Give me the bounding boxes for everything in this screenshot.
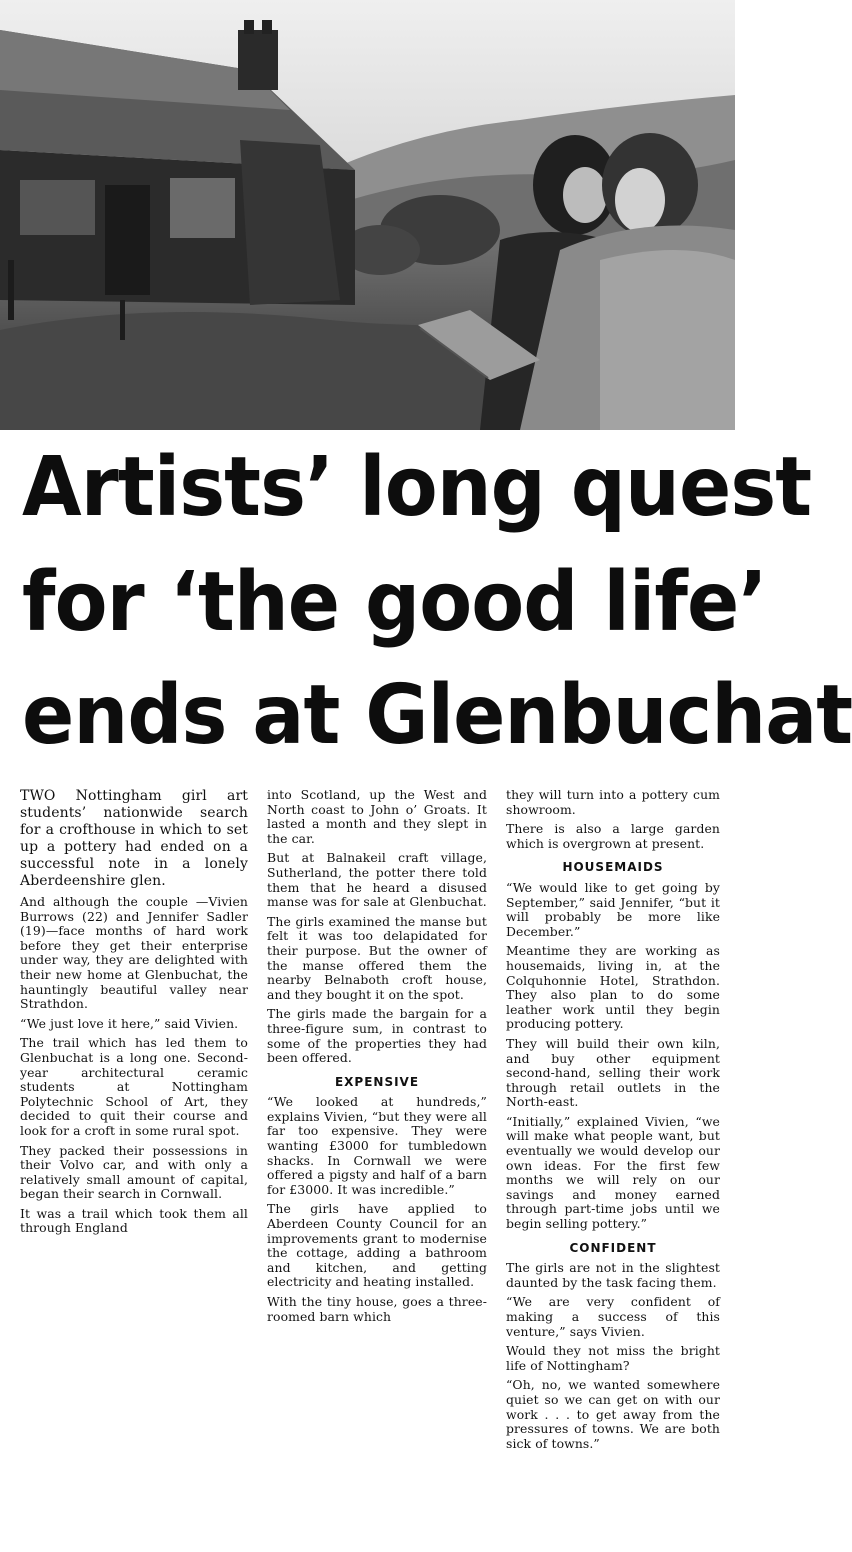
paragraph: The girls examined the manse but felt it was too delapidated for their purpose. But the owner of the manse offered them the nearby Belnaboth croft house, and they bought it on the spot.: [267, 913, 487, 1002]
paragraph: “We just love it here,” said Vivien.: [20, 1015, 239, 1031]
paragraph: It was a trail which took them all through England: [20, 1205, 248, 1236]
paragraph: “We looked at hundreds,” explains Vivien, “but they were all far too expensive. They were wanting £3000 for tumbledown shacks. In Cornwall we were offered a pigsty and half of a barn for £3000. It was incredible.”: [267, 1094, 487, 1197]
paragraph: But at Balnakeil craft village, Sutherland, the potter there told them that he heard a disused manse was for sale at Glenbuchat.: [267, 850, 487, 910]
paragraph: With the tiny house, goes a three-roomed barn which: [267, 1294, 487, 1324]
paragraph: Would they not miss the bright life of Nottingham?: [506, 1343, 720, 1373]
paragraph: They packed their possessions in their Volvo car, and with only a relatively small amount of capital, began their search in Cornwall.: [20, 1142, 248, 1202]
paragraph: The girls are not in the slightest daunted by the task facing them.: [506, 1260, 720, 1290]
article-body: [20, 788, 725, 1543]
paragraph: The girls have applied to Aberdeen County Council for an improvements grant to modernise the cottage, adding a bathroom and kitchen, and getting electricity and heating installed.: [267, 1201, 487, 1290]
paragraph: The girls made the bargain for a three-figure sum, in contrast to some of the properties they had been offered.: [267, 1006, 487, 1066]
paragraph: The trail which has led them to Glenbuchat is a long one. Second-year architectural ceramic students at Nottingham Polytechnic School of Art, they decided to quit their course and look for a croft in some rural spot.: [20, 1035, 248, 1138]
paragraph: And although the couple —Vivien Burrows (22) and Jennifer Sadler (19)—face months of hard work before they get their enterprise under way, they are delighted with their new home at Glenbuchat, the hauntingly beautiful valley near Strathdon.: [20, 894, 248, 1012]
article-column-2: [267, 788, 487, 1329]
paragraph: “Initially,” explained Vivien, “we will make what people want, but eventually we would develop our own ideas. For the first few months we will rely on our savings and money earned through part-time jobs until we begin selling pottery.”: [506, 1113, 720, 1232]
headline: [0, 430, 852, 780]
article-column-3: [506, 788, 720, 1456]
headline-line-2: for ‘the good life’: [22, 555, 767, 650]
paragraph: They will build their own kiln, and buy other equipment second-hand, selling their work through retail outlets in the North-east.: [506, 1035, 720, 1110]
paragraph: Meantime they are working as housemaids, living in, at the Colquhonnie Hotel, Strathdon. They also plan to do some leather work until they begin producing pottery.: [506, 943, 720, 1032]
article-column-1: [20, 788, 248, 1241]
subheading-housemaids: HOUSEMAIDS: [562, 860, 664, 875]
paragraph: into Scotland, up the West and North coast to John o’ Groats. It lasted a month and they slept in the car.: [267, 787, 487, 846]
paragraph: TWO Nottingham girl art students’ nationwide search for a crofthouse in which to set up a pottery had ended on a successful note in a lonely Aberdeenshire glen.: [20, 788, 248, 889]
paragraph: There is also a large garden which is overgrown at present.: [506, 821, 720, 851]
article-photo: [0, 0, 735, 430]
paragraph: “Oh, no, we wanted somewhere quiet so we can get on with our work . . . to get away from the pressures of towns. We are both sick of towns.”: [506, 1377, 720, 1451]
paragraph: “We would like to get going by September,” said Jennifer, “but it will probably be more like December.”: [506, 879, 720, 939]
headline-line-3: ends at Glenbuchat: [22, 668, 852, 763]
paragraph: they will turn into a pottery cum showroom.: [506, 787, 720, 817]
subheading-confident: CONFIDENT: [569, 1240, 657, 1255]
paragraph: “We are very confident of making a success of this venture,” says Vivien.: [506, 1294, 720, 1339]
subheading-expensive: EXPENSIVE: [334, 1074, 420, 1089]
headline-line-1: Artists’ long quest: [22, 440, 812, 535]
